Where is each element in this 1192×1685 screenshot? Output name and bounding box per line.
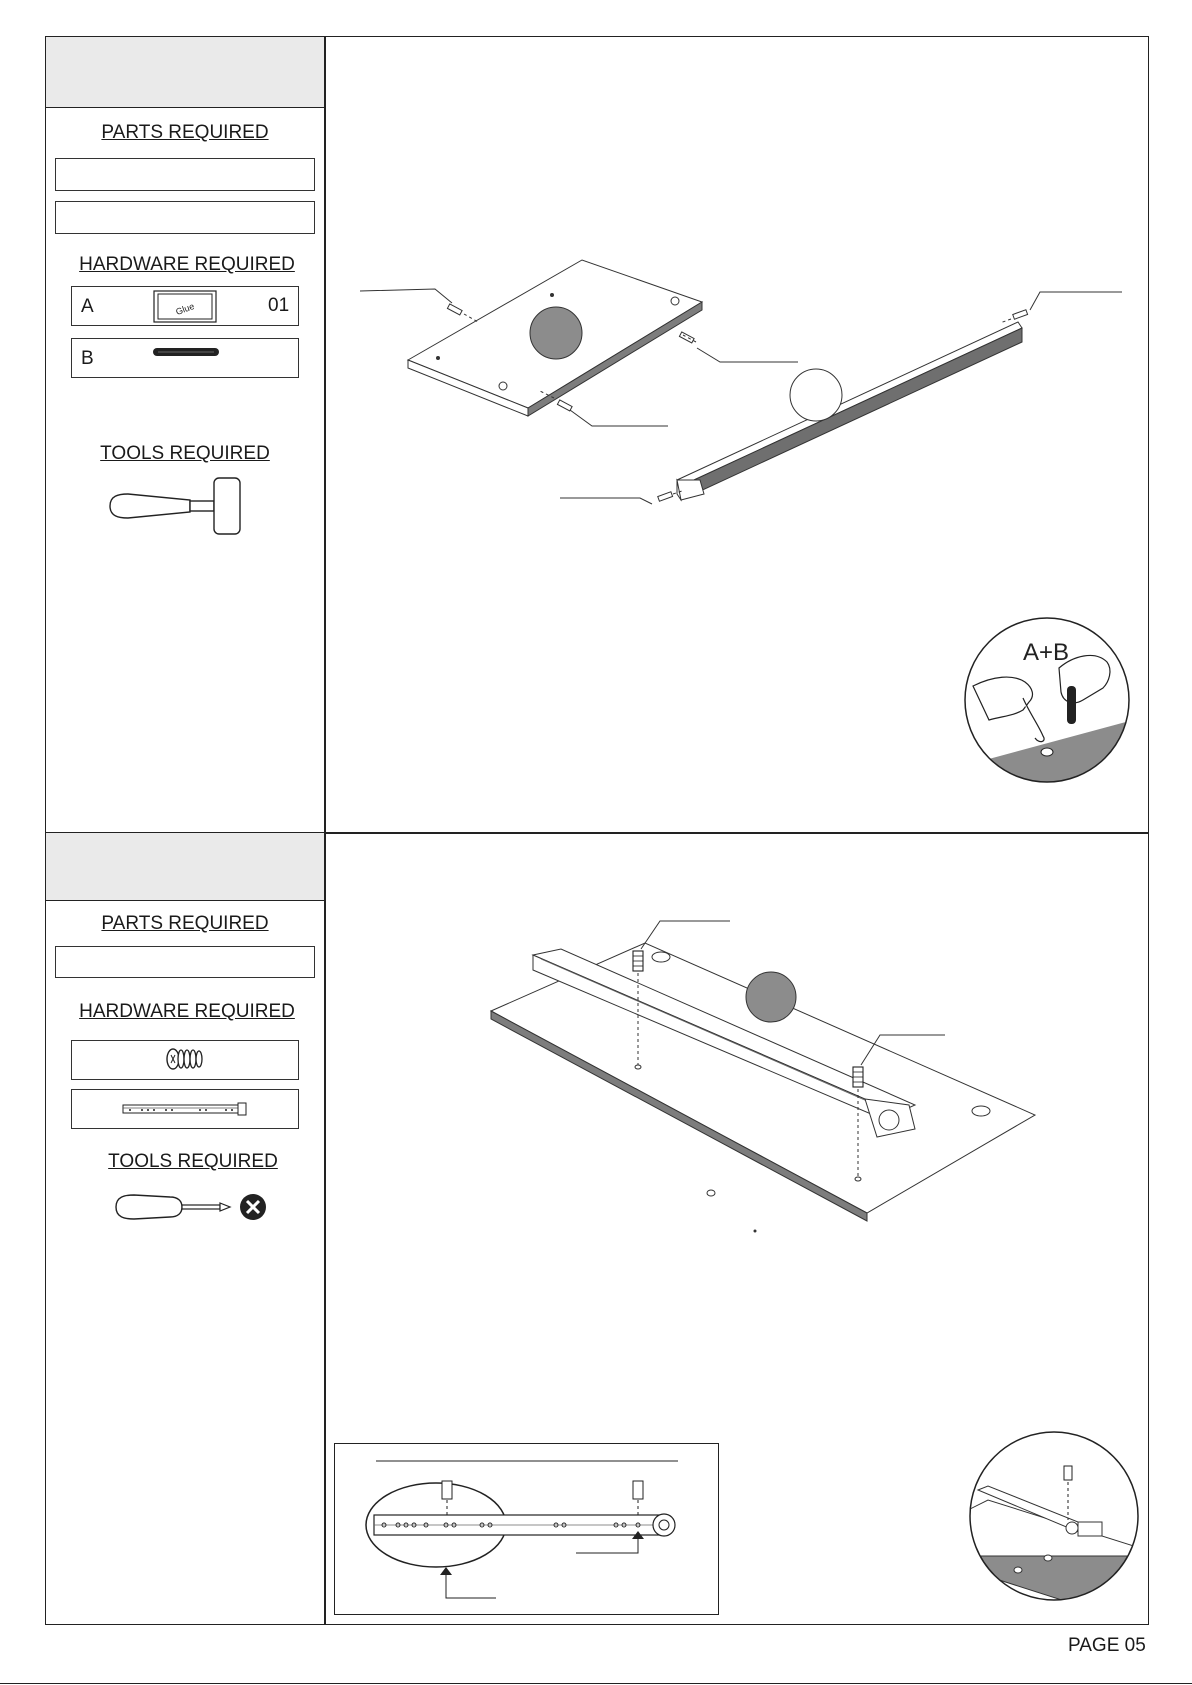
step2-detail-circle [968,1430,1140,1602]
step1-divider [324,36,326,834]
step1-step-header [46,37,324,108]
step2-hardware-screw [71,1040,299,1080]
step1-hardware-b [71,338,299,378]
step2-hardware-slide [71,1089,299,1129]
screwdriver-icon [112,1189,242,1225]
step1-hardware-heading: HARDWARE REQUIRED [79,254,295,275]
step2-step-header [46,833,324,901]
step1-part-slot-2 [55,201,315,234]
step2-assembly-diagram [485,915,1045,1255]
step2-slide-detail [334,1443,719,1615]
step2-part-slot-1 [55,946,315,978]
step1-parts-heading: PARTS REQUIRED [101,122,269,143]
drawer-slide-icon [122,1102,252,1118]
glue-label: Glue [174,301,196,317]
mallet-icon [106,474,266,538]
step1-tools-heading: TOOLS REQUIRED [100,443,270,464]
page-number: PAGE 05 [1068,1635,1146,1656]
euro-screw-icon [166,1047,206,1073]
no-power-drill-icon [238,1192,268,1222]
step2-parts-heading: PARTS REQUIRED [101,913,269,934]
detail-label: A+B [1022,639,1070,666]
step1-hardware-a [71,286,299,326]
glue-bottle-icon [152,290,222,324]
bottom-rule [0,1683,1192,1684]
hardware-a-qty: 01 [268,295,290,316]
step2-tools-heading: TOOLS REQUIRED [108,1151,278,1172]
step1-detail-circle [963,616,1133,786]
wooden-dowel-icon [152,346,222,360]
step1-part-slot-1 [55,158,315,191]
hardware-b-letter: B [81,348,94,369]
step2-hardware-heading: HARDWARE REQUIRED [79,1001,295,1022]
step1-assembly-diagram [340,250,1160,550]
step2-divider [324,832,326,1625]
hardware-a-letter: A [81,296,94,317]
